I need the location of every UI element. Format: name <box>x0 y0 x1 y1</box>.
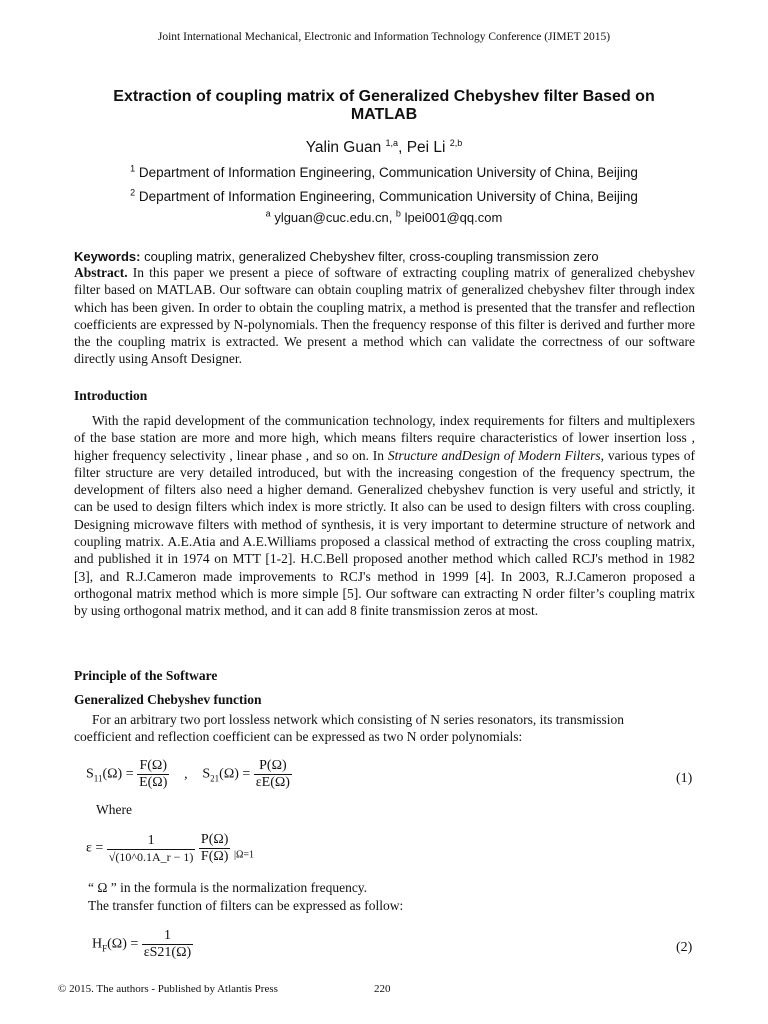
eq1-den-1: E(Ω) <box>139 775 168 790</box>
principle-heading: Principle of the Software <box>74 668 218 683</box>
email-a: ylguan@cuc.edu.cn, <box>274 210 396 225</box>
author-1-name: Yalin Guan <box>305 139 382 156</box>
eq2-h: H <box>92 936 103 952</box>
paper-title <box>60 88 708 124</box>
eq1-s21-sub: 21 <box>210 773 220 784</box>
introduction-heading: Introduction <box>74 388 148 403</box>
affiliation-2-text: Department of Information Engineering, Communication University of China, Beijing <box>138 189 638 204</box>
equation-2-number: (2) <box>676 940 693 955</box>
footer-page-number: 220 <box>374 983 391 995</box>
equation-epsilon <box>86 832 254 865</box>
author-separator: , <box>398 139 407 156</box>
affiliation-1 <box>0 165 768 180</box>
eq1-fraction-1 <box>137 758 169 791</box>
abstract-label: Abstract. <box>74 265 128 280</box>
author-2-sup: 2,b <box>449 137 463 148</box>
title-line-2: MATLAB <box>350 106 418 123</box>
affiliation-2-sup: 2 <box>130 187 136 198</box>
abstract-text: In this paper we present a piece of software of extracting coupling matrix of generalized chebyshev filter based on MATLAB. Our software can obtain coupling matrix of generalized chebyshev filter through index which has been given. In order to obtain the coupling matrix, a method is presented that the transfer and reflection coefficients are expressed by N-polynomials. Then the frequency response of this filter is derived and further more the the coupling matrix is extracted. We present a method which can validate the correctness of our software directly using Ansoft Designer. <box>74 265 695 367</box>
affiliation-1-sup: 1 <box>130 163 136 174</box>
keywords <box>74 249 698 264</box>
title-line-1: Extraction of coupling matrix of Generalized Chebyshev filter Based on <box>113 88 655 105</box>
eps-num-1: 1 <box>107 833 196 850</box>
eq1-arg-2: (Ω) = <box>219 766 251 782</box>
email-b-sup: b <box>395 208 401 219</box>
equation-2 <box>92 928 193 961</box>
affiliation-2 <box>0 189 768 204</box>
eq1-num-1: F(Ω) <box>137 758 169 775</box>
eq1-den-2: εE(Ω) <box>255 775 290 790</box>
eq1-s11: S <box>86 766 94 782</box>
eps-evaluation: |Ω=1 <box>233 849 255 861</box>
intro-text-part1: With the rapid development of the communication technology, index requirements for filters and multiplexers of the base station are more and more high, which means filters require characteristics of lower insertion loss , higher frequency selectivity , linear phase , and so on. In <box>74 413 695 463</box>
eps-fraction-2 <box>199 832 231 865</box>
eq2-den: εS21(Ω) <box>143 945 192 960</box>
eq2-num: 1 <box>142 928 193 945</box>
principle-line-1: For an arbitrary two port lossless network which consisting of N series resonators, its transmission <box>92 712 625 727</box>
eps-num-2: P(Ω) <box>200 832 229 847</box>
eq1-s11-sub: 11 <box>93 773 103 784</box>
eq2-arg: (Ω) = <box>107 936 139 952</box>
author-2-name: Pei Li <box>406 139 446 156</box>
eq1-comma: , <box>184 766 188 782</box>
authors <box>0 139 768 157</box>
omega-note: “ Ω ” in the formula is the normalization frequency. <box>88 880 368 895</box>
eps-den-2: F(Ω) <box>200 849 229 864</box>
transfer-function-intro: The transfer function of filters can be expressed as follow: <box>88 898 404 913</box>
email-a-sup: a <box>265 208 271 219</box>
keywords-label: Keywords: <box>74 249 141 264</box>
eq1-num-2: P(Ω) <box>254 758 292 775</box>
conference-header: Joint International Mechanical, Electronic and Information Technology Conference (JIMET 2015) <box>157 31 611 43</box>
abstract <box>74 264 695 368</box>
equation-1 <box>86 758 292 791</box>
where-label: Where <box>96 802 132 817</box>
chebyshev-subheading: Generalized Chebyshev function <box>74 692 262 707</box>
footer-copyright: © 2015. The authors - Published by Atlantis Press <box>58 983 278 995</box>
affiliation-1-text: Department of Information Engineering, Communication University of China, Beijing <box>138 165 638 180</box>
principle-line-2: coefficient and reflection coefficient can be expressed as two N order polynomials: <box>74 729 523 745</box>
introduction-paragraph <box>74 412 695 620</box>
principle-paragraph <box>74 711 695 746</box>
keywords-text: coupling matrix, generalized Chebyshev filter, cross-coupling transmission zero <box>140 249 599 264</box>
eq2-fraction <box>142 928 193 961</box>
equation-1-number: (1) <box>676 771 693 786</box>
email-b: lpei001@qq.com <box>404 210 503 225</box>
eq1-s21: S <box>202 766 211 782</box>
eq2-h-sub: F <box>102 943 108 954</box>
author-1-sup: 1,a <box>385 137 399 148</box>
eps-fraction-1 <box>107 833 196 865</box>
eps-den-1: √(10^0.1A_r − 1) <box>108 849 194 864</box>
eps-lhs: ε = <box>86 840 104 856</box>
author-emails <box>0 210 768 225</box>
eq1-fraction-2 <box>254 758 292 791</box>
eq1-arg: (Ω) = <box>102 766 134 782</box>
intro-book-title: Structure andDesign of Modern Filters <box>387 447 601 463</box>
intro-text-part2: , various types of filter structure are very detailed introduced, but with the increasing congestion of the frequency spectrum, the development of filters also need a higher demand. Generalized chebyshev function is very useful and strictly, it can be used to design filters which index is more strictly. It also can be used to design filters with cross coupling. Designing microwave filters with method of synthesis, it is very important to determine structure of network and coupling matrix. A.E.Atia and A.E.Williams proposed a classical method of extracting the cross coupling matrix, and published it in 1974 on MTT [1-2]. H.C.Bell proposed another method which called RCJ's method in 1982 [3], and R.J.Cameron made improvements to RCJ's method in 1999 [4]. In 2003, R.J.Cameron proposed a orthogonal matrix method which is more simple [5]. Our software can extracting N order filter’s coupling matrix by using orthogonal matrix method, and it can add 8 finite transmission zeros at most. <box>74 447 696 619</box>
